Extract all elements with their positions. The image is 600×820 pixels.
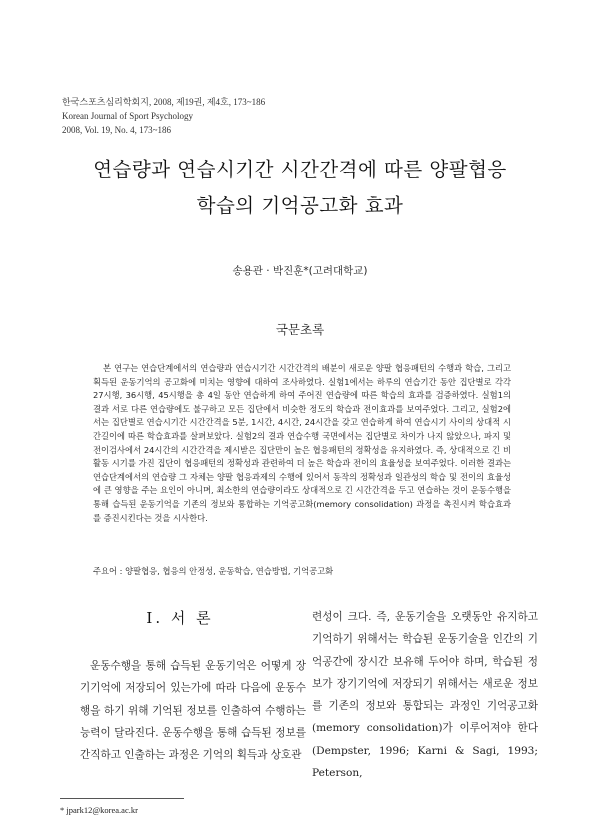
author-list: 송용관 · 박진훈*(고려대학교) xyxy=(232,265,368,277)
body-column-right xyxy=(312,606,538,784)
journal-citation-volume: 2008, Vol. 19, No. 4, 173~186 xyxy=(62,125,172,135)
journal-citation-korean: 한국스포츠심리학회지, 2008, 제19권, 제4호, 173~186 xyxy=(62,97,266,107)
abstract-body xyxy=(93,362,511,525)
section-heading-introduction: I. 서 론 xyxy=(146,609,214,627)
paper-title xyxy=(0,152,600,224)
body-paragraph-left: 운동수행을 통해 습득된 운동기억은 어떻게 장기기억에 저장되어 있는가에 따라 다음에 운동수행을 하기 위해 기억된 정보를 인출하여 수행하는 능력이 달라진다. 운동수행을 통해 습득된 정보를 간직하고 인출하는 과정은 기억의 획득과 상호관 xyxy=(80,660,306,762)
body-paragraph-right: 련성이 크다. 즉, 운동기술을 오랫동안 유지하고 기억하기 위해서는 학습된 운동기술을 인간의 기억공간에 장시간 보유해 두어야 하며, 학습된 정보가 장기기억에 저장되기 위해서는 새로운 정보를 기존의 정보와 통합되는 과정인 기억공고화(memory consolidation)가 이루어져야 한다(Dempster, 1996; Karni & Sagi, 1993; Peterson, xyxy=(312,611,538,780)
keywords: 주요어 : 양팔협응, 협응의 안정성, 운동학습, 연습방법, 기억공고화 xyxy=(93,566,334,576)
footnote-divider xyxy=(60,798,184,799)
corresponding-author-footnote: * jpark12@korea.ac.kr xyxy=(60,805,138,815)
journal-citation xyxy=(62,95,265,137)
paper-title-line-1: 연습량과 연습시기간 시간간격에 따른 양팔협응 xyxy=(93,158,507,181)
abstract-heading: 국문초록 xyxy=(275,322,325,337)
abstract-text: 본 연구는 연습단계에서의 연습량과 연습시기간 시간간격의 배분이 새로운 양팔 협응패턴의 수행과 학습, 그리고 획득된 운동기억의 공고화에 미치는 영향에 대하여 조사하였다. 실험1에서는 하루의 연습기간 동안 집단별로 각각 27시행, 36시행, 45시행을 총 4일 동안 연습하게 하여 주어진 연습량에 따른 학습의 효과를 검증하였다. 실험1의 결과 서로 다른 연습량에도 불구하고 모든 집단에서 비슷한 정도의 학습과 전이효과를 보여주었다. 그리고, 실험2에서는 집단별로 연습시기간 시간간격을 5분, 1시간, 4시간, 24시간을 갖고 연습하게 하여 연습시기 사이의 상대적 시간길이에 따른 학습효과를 살펴보았다. 실험2의 결과 연습수행 국면에서는 집단별로 차이가 나지 않았으나, 파지 및 전이검사에서 24시간의 시간간격을 제시받은 집단만이 높은 협응패턴의 정확성을 유지하였다. 즉, 상대적으로 긴 비활동 시기를 가진 집단이 협응패턴의 정확성과 관련하여 더 높은 학습과 전이의 효율성을 보여주었다. 이러한 결과는 연습단계에서의 연습량 그 자체는 양팔 협응과제의 수행에 있어서 동작의 정확성과 일관성의 학습 및 전이의 효율성에 큰 영향을 주는 요인이 아니며, 최소한의 연습량이라도 상대적으로 긴 시간간격을 두고 연습하는 것이 운동수행을 통해 습득된 운동기억을 기존의 정보와 통합하는 기억공고화(memory consolidation) 과정을 촉진시켜 학습효과를 증진시킨다는 것을 시사한다. xyxy=(93,363,511,523)
paper-title-line-2: 학습의 기억공고화 효과 xyxy=(196,194,404,217)
journal-citation-english-name: Korean Journal of Sport Psychology xyxy=(62,111,193,121)
body-column-left xyxy=(80,655,306,766)
